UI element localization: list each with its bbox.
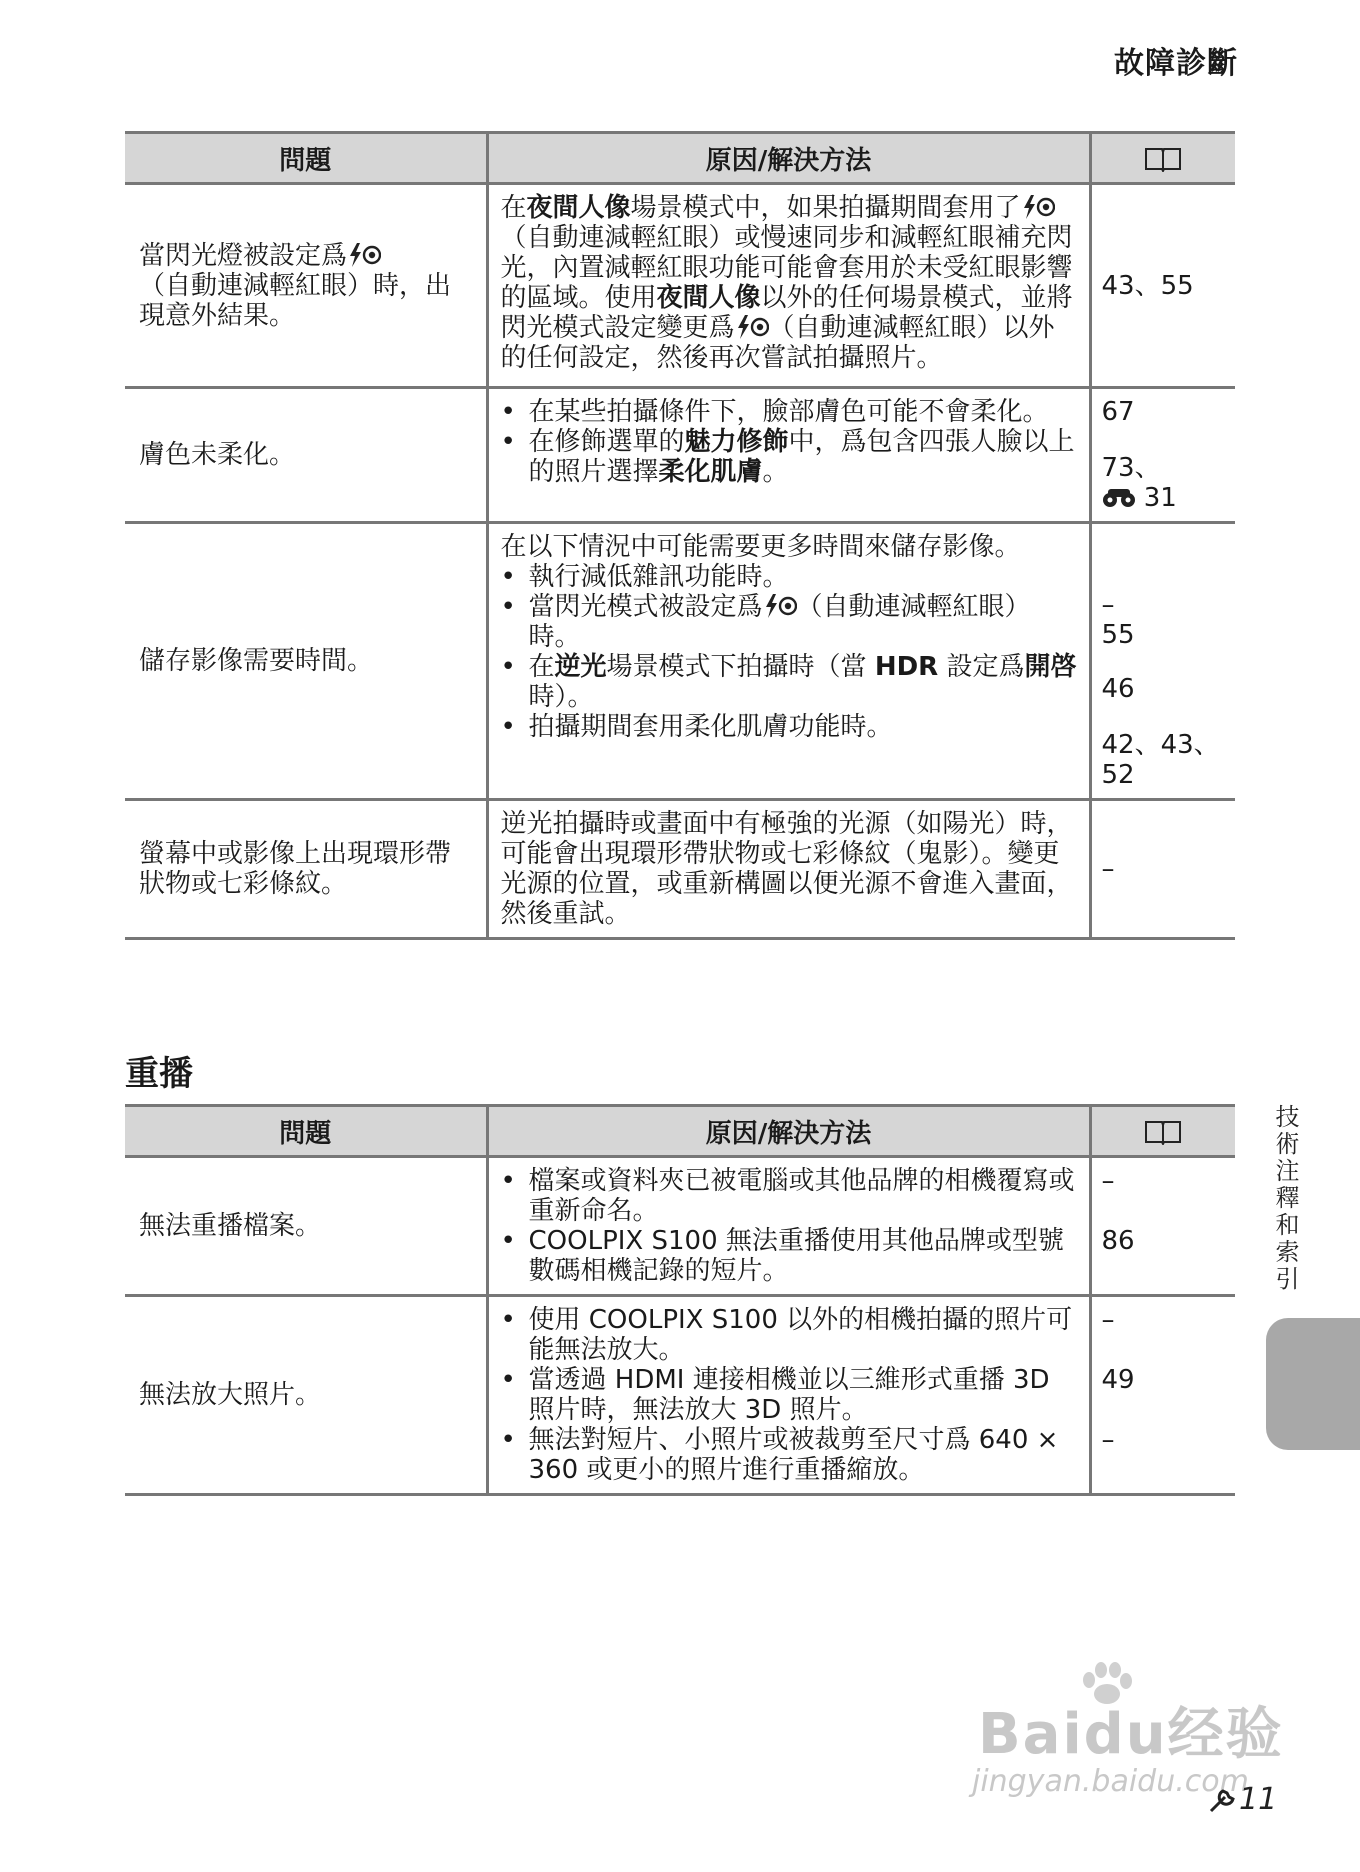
header-cause: 原因/解決方法 [487, 1106, 1090, 1157]
header-ref [1090, 1106, 1235, 1157]
bullet-item: • 在逆光場景模式下拍攝時（當 HDR 設定爲開啓時）。 [500, 652, 1077, 712]
cause-cell [487, 1296, 1090, 1495]
table-header-row [125, 1106, 1235, 1157]
troubleshooting-table-shooting [125, 131, 1235, 940]
problem-cell: 儲存影像需要時間。 [125, 523, 487, 800]
table-row [125, 1296, 1235, 1495]
ref-cell: 43、55 [1090, 184, 1235, 388]
ref-cell: – 86 [1090, 1157, 1235, 1296]
header-problem: 問題 [125, 133, 487, 184]
section-tab[interactable] [1266, 1318, 1360, 1450]
table-header-row [125, 133, 1235, 184]
table-row [125, 388, 1235, 523]
page-header-title: 故障診斷 [1114, 46, 1238, 81]
book-icon [1144, 1119, 1182, 1145]
bullet-item: • 拍攝期間套用柔化肌膚功能時。 [500, 712, 893, 742]
bullet-item: • COOLPIX S100 無法重播使用其他品牌或型號數碼相機記錄的短片。 [500, 1226, 1064, 1286]
cause-cell: 在夜間人像場景模式中，如果拍攝期間套用了（自動連減輕紅眼）或慢速同步和減輕紅眼補充閃光，內置減輕紅眼功能可能會套用於未受紅眼影響的區域。使用夜間人像以外的任何場景模式，並將閃光模式設定變更爲 （自動連減輕紅眼）以外的任何設定，然後再次嘗試拍攝照片。 [487, 184, 1090, 388]
problem-cell: 螢幕中或影像上出現環形帶狀物或七彩條紋。 [125, 800, 487, 939]
bullet-item: • 當透過 HDMI 連接相機並以三維形式重播 3D 照片時，無法放大 3D 照片。 [500, 1365, 1050, 1425]
cause-cell: 在以下情況中可能需要更多時間來儲存影像。 • 執行減低雜訊功能時。 • 當閃光模式被設定爲 （自動連減輕紅眼）時。 • 在逆光場景模式下拍攝時（當 HDR 設定爲開啓時）。 • 拍攝期間套用柔化肌膚功能時。 [487, 523, 1090, 800]
section-heading: 重播 [125, 1054, 193, 1094]
bullet-item: • 使用 COOLPIX S100 以外的相機拍攝的照片可能無法放大。 [500, 1305, 1073, 1365]
flash-redeye-icon [735, 314, 769, 340]
ref-cell: – 49 – [1090, 1296, 1235, 1495]
page-number: 11 [1205, 1782, 1277, 1817]
problem-cell: 無法重播檔案。 [125, 1157, 487, 1296]
table-row [125, 523, 1235, 800]
flash-redeye-icon [347, 242, 381, 268]
cause-cell [487, 388, 1090, 523]
bullet-item: • 在某些拍攝條件下，臉部膚色可能不會柔化。 [500, 397, 1049, 427]
side-section-label: 技術注釋和索引 [1271, 1104, 1299, 1293]
ref-cell: 67 73、 31 [1090, 388, 1235, 523]
problem-cell: 膚色未柔化。 [125, 388, 487, 523]
header-problem: 問題 [125, 1106, 487, 1157]
bullet-item: • 當閃光模式被設定爲 （自動連減輕紅眼）時。 [500, 592, 1031, 652]
table-row [125, 184, 1235, 388]
watermark [962, 1668, 1292, 1798]
problem-cell: 無法放大照片。 [125, 1296, 487, 1495]
ref-cell: – 55 46 42、43、52 [1090, 523, 1235, 800]
header-cause: 原因/解決方法 [487, 133, 1090, 184]
wrench-icon [1205, 1785, 1239, 1815]
problem-cell: 當閃光燈被設定爲 （自動連減輕紅眼）時，出現意外結果。 [125, 184, 487, 388]
flash-redeye-icon [1021, 194, 1055, 220]
table-row [125, 800, 1235, 939]
ref-cell: – [1090, 800, 1235, 939]
bullet-item: • 檔案或資料夾已被電腦或其他品牌的相機覆寫或重新命名。 [500, 1166, 1075, 1226]
troubleshooting-table-playback [125, 1104, 1235, 1496]
book-icon [1144, 146, 1182, 172]
bullet-item: • 在修飾選單的魅力修飾中，爲包含四張人臉以上的照片選擇柔化肌膚。 [500, 427, 1075, 487]
watermark-url: jingyan.baidu.com [972, 1764, 1249, 1799]
bullet-item: • 執行減低雜訊功能時。 [500, 562, 789, 592]
cause-cell [487, 1157, 1090, 1296]
flash-redeye-icon [763, 593, 797, 619]
binoculars-icon [1102, 486, 1136, 508]
header-ref [1090, 133, 1235, 184]
table-row [125, 1157, 1235, 1296]
bullet-item: • 無法對短片、小照片或被裁剪至尺寸爲 640 × 360 或更小的照片進行重播縮放。 [500, 1425, 1059, 1485]
cause-cell: 逆光拍攝時或畫面中有極強的光源（如陽光）時，可能會出現環形帶狀物或七彩條紋（鬼影）。變更光源的位置，或重新構圖以便光源不會進入畫面，然後重試。 [487, 800, 1090, 939]
watermark-logo: Baidu经验 [978, 1702, 1284, 1767]
